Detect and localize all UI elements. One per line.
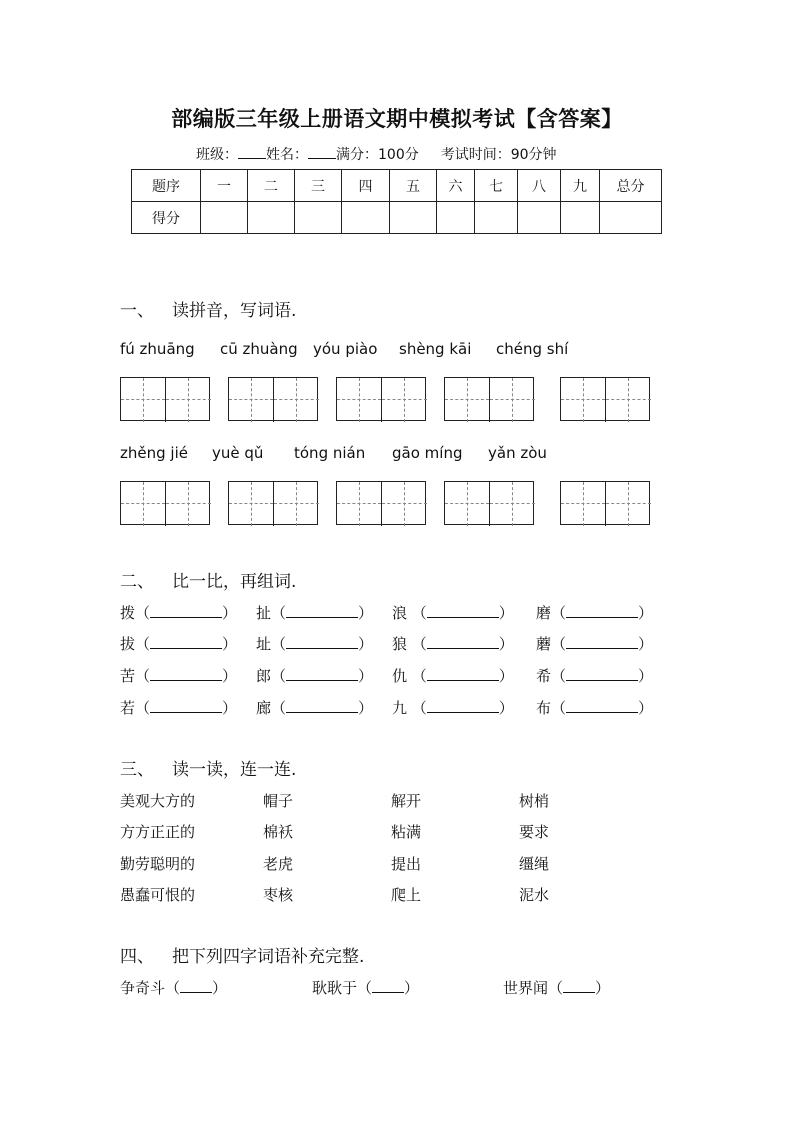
zuci-row: 蘑（ ） bbox=[536, 635, 654, 653]
zuci-row: 拔（ ） bbox=[120, 635, 238, 653]
answer-blank[interactable] bbox=[150, 698, 222, 713]
zuci-row: 布（ ） bbox=[536, 699, 654, 717]
answer-blank[interactable] bbox=[150, 666, 222, 681]
writing-grid[interactable] bbox=[120, 481, 210, 525]
zuci-char: 布 bbox=[536, 699, 552, 717]
table-header-cell: 一 bbox=[201, 170, 248, 202]
section-title: 读一读，连一连. bbox=[172, 760, 297, 780]
score-cell[interactable] bbox=[201, 202, 248, 234]
zuci-char: 希 bbox=[536, 667, 552, 685]
match-item[interactable]: 泥水 bbox=[519, 886, 550, 904]
zuci-char: 磨 bbox=[536, 604, 552, 622]
zuci-row: 扯（ ） bbox=[256, 604, 374, 622]
pinyin-prompt: zhěng jié bbox=[120, 444, 188, 462]
answer-blank[interactable] bbox=[563, 978, 595, 993]
zuci-char: 址 bbox=[256, 635, 272, 653]
exam-info-line bbox=[196, 144, 557, 164]
table-header-cell: 九 bbox=[561, 170, 600, 202]
score-cell[interactable] bbox=[600, 202, 662, 234]
table-header-cell: 题序 bbox=[132, 170, 201, 202]
section-number: 一、 bbox=[120, 301, 154, 321]
answer-blank[interactable] bbox=[150, 634, 222, 649]
zuci-char: 拔 bbox=[120, 635, 136, 653]
answer-blank[interactable] bbox=[566, 634, 638, 649]
table-header-cell: 五 bbox=[390, 170, 437, 202]
pinyin-prompt: yuè qǔ bbox=[212, 444, 264, 462]
score-cell[interactable] bbox=[342, 202, 390, 234]
zuci-char: 廊 bbox=[256, 699, 272, 717]
score-cell[interactable] bbox=[248, 202, 295, 234]
zuci-row: 浪 （ ） bbox=[392, 604, 514, 622]
idiom-item: 耿耿于（ ） bbox=[312, 979, 420, 997]
zuci-char: 若 bbox=[120, 699, 136, 717]
score-cell[interactable] bbox=[437, 202, 475, 234]
section-1-heading bbox=[120, 296, 296, 321]
score-cell[interactable] bbox=[295, 202, 342, 234]
zuci-char: 狼 bbox=[392, 635, 408, 653]
match-item[interactable]: 树梢 bbox=[519, 792, 550, 810]
pinyin-prompt: shèng kāi bbox=[399, 340, 472, 358]
match-item[interactable]: 枣核 bbox=[263, 886, 294, 904]
full-score-label: 满分：100分 bbox=[336, 147, 419, 163]
section-title: 比一比，再组词. bbox=[172, 572, 297, 592]
answer-blank[interactable] bbox=[566, 698, 638, 713]
section-number: 三、 bbox=[120, 760, 154, 780]
zuci-char: 九 bbox=[392, 699, 408, 717]
pinyin-prompt: cū zhuàng bbox=[220, 340, 298, 358]
zuci-char: 苦 bbox=[120, 667, 136, 685]
zuci-row: 狼 （ ） bbox=[392, 635, 514, 653]
writing-grid[interactable] bbox=[444, 481, 534, 525]
pinyin-prompt: yóu piào bbox=[313, 340, 378, 358]
answer-blank[interactable] bbox=[427, 698, 499, 713]
idiom-stem: 争奇斗 bbox=[120, 979, 166, 997]
answer-blank[interactable] bbox=[427, 634, 499, 649]
zuci-row: 拨（ ） bbox=[120, 604, 238, 622]
zuci-row: 苦（ ） bbox=[120, 667, 238, 685]
match-item[interactable]: 方方正正的 bbox=[120, 823, 196, 841]
table-header-cell: 七 bbox=[475, 170, 518, 202]
section-title: 把下列四字词语补充完整. bbox=[172, 947, 365, 967]
writing-grid[interactable] bbox=[444, 377, 534, 421]
match-item[interactable]: 爬上 bbox=[391, 886, 422, 904]
section-title: 读拼音，写词语. bbox=[172, 301, 297, 321]
page-title: 部编版三年级上册语文期中模拟考试【含答案】 bbox=[171, 106, 623, 131]
table-header-cell: 总分 bbox=[600, 170, 662, 202]
zuci-char: 拨 bbox=[120, 604, 136, 622]
pinyin-row-2 bbox=[0, 444, 794, 464]
section-4-heading bbox=[120, 942, 364, 967]
match-item[interactable]: 愚蠢可恨的 bbox=[120, 886, 196, 904]
answer-blank[interactable] bbox=[286, 634, 358, 649]
zuci-row: 九 （ ） bbox=[392, 699, 514, 717]
class-label: 班级： bbox=[196, 147, 238, 163]
pinyin-prompt: gāo míng bbox=[392, 444, 463, 462]
writing-grid[interactable] bbox=[560, 481, 650, 525]
writing-grid[interactable] bbox=[120, 377, 210, 421]
idiom-item: 世界闻（ ） bbox=[503, 979, 611, 997]
score-cell[interactable] bbox=[561, 202, 600, 234]
score-cell[interactable] bbox=[518, 202, 561, 234]
answer-blank[interactable] bbox=[566, 666, 638, 681]
section-number: 四、 bbox=[120, 947, 154, 967]
section-2-heading bbox=[120, 567, 296, 592]
match-item[interactable]: 缰绳 bbox=[519, 855, 550, 873]
zuci-row: 廊（ ） bbox=[256, 699, 374, 717]
class-blank bbox=[238, 146, 266, 159]
zuci-row: 若（ ） bbox=[120, 699, 238, 717]
table-header-cell: 六 bbox=[437, 170, 475, 202]
zuci-row: 郎（ ） bbox=[256, 667, 374, 685]
table-header-cell: 三 bbox=[295, 170, 342, 202]
pinyin-prompt: tóng nián bbox=[294, 444, 366, 462]
zuci-row: 希（ ） bbox=[536, 667, 654, 685]
score-cell[interactable] bbox=[475, 202, 518, 234]
match-item[interactable]: 解开 bbox=[391, 792, 422, 810]
answer-blank[interactable] bbox=[180, 978, 212, 993]
table-header-cell: 二 bbox=[248, 170, 295, 202]
match-item[interactable]: 帽子 bbox=[263, 792, 294, 810]
score-table bbox=[131, 169, 662, 234]
table-row-label: 得分 bbox=[132, 202, 201, 234]
section-3-heading bbox=[120, 755, 296, 780]
idiom-item: 争奇斗（ ） bbox=[120, 979, 228, 997]
table-header-cell: 四 bbox=[342, 170, 390, 202]
zuci-row: 址（ ） bbox=[256, 635, 374, 653]
idiom-stem: 世界闻 bbox=[503, 979, 549, 997]
match-item[interactable]: 勤劳聪明的 bbox=[120, 855, 196, 873]
exam-time-label: 考试时间：90分钟 bbox=[440, 147, 557, 163]
zuci-char: 浪 bbox=[392, 604, 408, 622]
pinyin-prompt: chéng shí bbox=[496, 340, 569, 358]
pinyin-prompt: yǎn zòu bbox=[488, 444, 547, 462]
answer-blank[interactable] bbox=[286, 666, 358, 681]
name-label: 姓名： bbox=[266, 147, 308, 163]
zuci-char: 仇 bbox=[392, 667, 408, 685]
answer-blank[interactable] bbox=[286, 698, 358, 713]
score-cell[interactable] bbox=[390, 202, 437, 234]
answer-blank[interactable] bbox=[427, 666, 499, 681]
zuci-char: 郎 bbox=[256, 667, 272, 685]
match-item[interactable]: 要求 bbox=[519, 823, 550, 841]
writing-grid[interactable] bbox=[336, 481, 426, 525]
name-blank bbox=[308, 146, 336, 159]
writing-grid[interactable] bbox=[560, 377, 650, 421]
match-item[interactable]: 美观大方的 bbox=[120, 792, 196, 810]
idiom-stem: 耿耿于 bbox=[312, 979, 358, 997]
zuci-row: 仇 （ ） bbox=[392, 667, 514, 685]
score-table-score-row bbox=[132, 202, 662, 234]
zuci-char: 蘑 bbox=[536, 635, 552, 653]
answer-blank[interactable] bbox=[150, 603, 222, 618]
writing-grid[interactable] bbox=[228, 481, 318, 525]
pinyin-row-1 bbox=[0, 340, 794, 360]
score-table-header-row bbox=[132, 170, 662, 202]
match-item[interactable]: 棉袄 bbox=[263, 823, 294, 841]
zuci-row: 磨（ ） bbox=[536, 604, 654, 622]
writing-grid[interactable] bbox=[336, 377, 426, 421]
match-item[interactable]: 老虎 bbox=[263, 855, 294, 873]
table-header-cell: 八 bbox=[518, 170, 561, 202]
answer-blank[interactable] bbox=[372, 978, 404, 993]
section-number: 二、 bbox=[120, 572, 154, 592]
match-item[interactable]: 粘满 bbox=[391, 823, 422, 841]
match-item[interactable]: 提出 bbox=[391, 855, 422, 873]
writing-grid[interactable] bbox=[228, 377, 318, 421]
answer-blank[interactable] bbox=[286, 603, 358, 618]
pinyin-prompt: fú zhuāng bbox=[120, 340, 195, 358]
answer-blank[interactable] bbox=[566, 603, 638, 618]
zuci-char: 扯 bbox=[256, 604, 272, 622]
answer-blank[interactable] bbox=[427, 603, 499, 618]
